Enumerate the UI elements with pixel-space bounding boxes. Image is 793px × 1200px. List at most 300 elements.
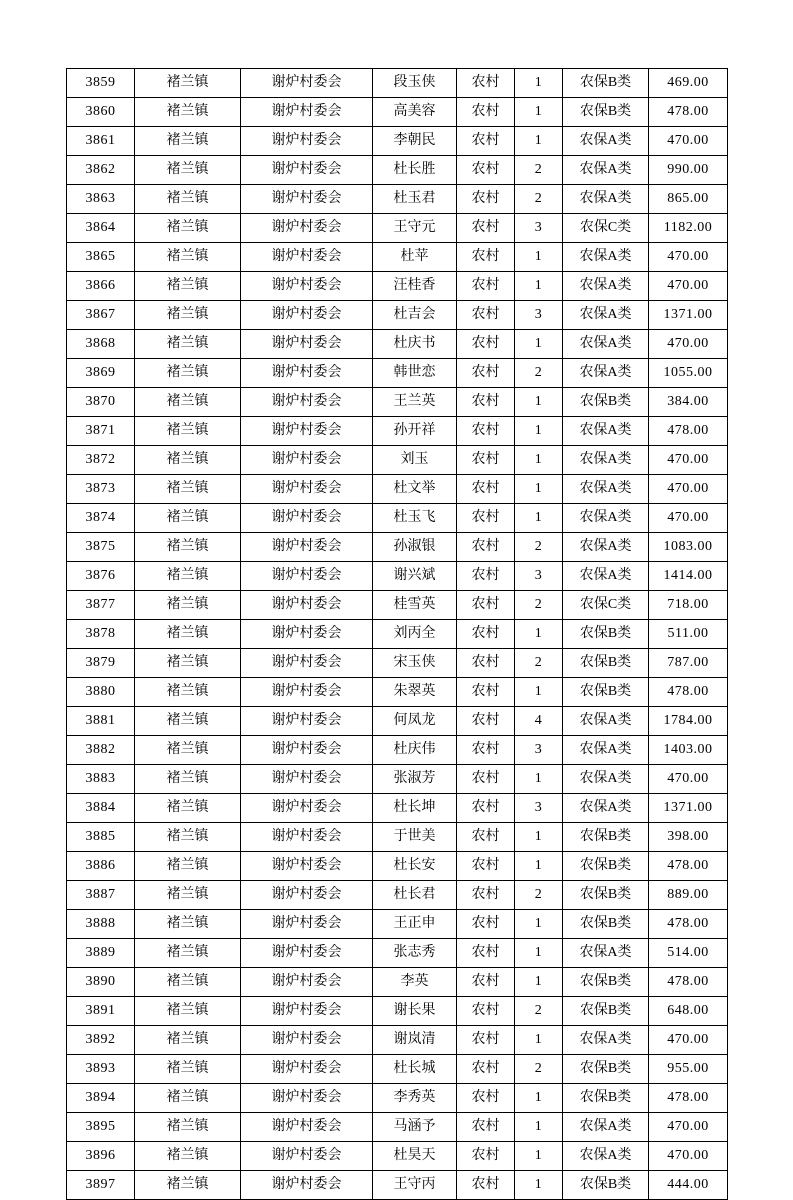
cell-person-count: 2 bbox=[515, 649, 563, 678]
cell-category: 农保B类 bbox=[563, 881, 649, 910]
cell-category: 农保B类 bbox=[563, 620, 649, 649]
cell-household-type: 农村 bbox=[457, 823, 515, 852]
cell-village: 谢炉村委会 bbox=[241, 301, 373, 330]
cell-id: 3895 bbox=[67, 1113, 135, 1142]
cell-category: 农保A类 bbox=[563, 765, 649, 794]
cell-household-type: 农村 bbox=[457, 330, 515, 359]
cell-id: 3870 bbox=[67, 388, 135, 417]
table-row bbox=[67, 475, 728, 504]
cell-village: 谢炉村委会 bbox=[241, 388, 373, 417]
cell-category: 农保B类 bbox=[563, 1055, 649, 1084]
cell-person-count: 2 bbox=[515, 185, 563, 214]
cell-village: 谢炉村委会 bbox=[241, 678, 373, 707]
cell-town: 褚兰镇 bbox=[135, 243, 241, 272]
cell-name: 李英 bbox=[373, 968, 457, 997]
cell-id: 3896 bbox=[67, 1142, 135, 1171]
cell-person-count: 3 bbox=[515, 214, 563, 243]
cell-town: 褚兰镇 bbox=[135, 533, 241, 562]
cell-id: 3860 bbox=[67, 98, 135, 127]
cell-id: 3876 bbox=[67, 562, 135, 591]
cell-person-count: 3 bbox=[515, 736, 563, 765]
cell-village: 谢炉村委会 bbox=[241, 794, 373, 823]
cell-category: 农保B类 bbox=[563, 910, 649, 939]
table-row bbox=[67, 968, 728, 997]
cell-id: 3874 bbox=[67, 504, 135, 533]
beneficiary-table bbox=[66, 68, 728, 1200]
table-row bbox=[67, 446, 728, 475]
cell-amount: 470.00 bbox=[649, 243, 728, 272]
table-row bbox=[67, 678, 728, 707]
cell-household-type: 农村 bbox=[457, 127, 515, 156]
table-row bbox=[67, 620, 728, 649]
cell-amount: 470.00 bbox=[649, 127, 728, 156]
cell-town: 褚兰镇 bbox=[135, 1026, 241, 1055]
cell-household-type: 农村 bbox=[457, 156, 515, 185]
cell-amount: 470.00 bbox=[649, 475, 728, 504]
cell-id: 3892 bbox=[67, 1026, 135, 1055]
cell-village: 谢炉村委会 bbox=[241, 359, 373, 388]
table-row bbox=[67, 388, 728, 417]
cell-town: 褚兰镇 bbox=[135, 388, 241, 417]
cell-id: 3882 bbox=[67, 736, 135, 765]
cell-village: 谢炉村委会 bbox=[241, 185, 373, 214]
cell-town: 褚兰镇 bbox=[135, 214, 241, 243]
cell-town: 褚兰镇 bbox=[135, 997, 241, 1026]
cell-person-count: 1 bbox=[515, 243, 563, 272]
cell-village: 谢炉村委会 bbox=[241, 1171, 373, 1200]
table-row bbox=[67, 156, 728, 185]
cell-name: 马涵予 bbox=[373, 1113, 457, 1142]
cell-household-type: 农村 bbox=[457, 881, 515, 910]
cell-household-type: 农村 bbox=[457, 997, 515, 1026]
cell-village: 谢炉村委会 bbox=[241, 881, 373, 910]
cell-amount: 648.00 bbox=[649, 997, 728, 1026]
cell-town: 褚兰镇 bbox=[135, 1171, 241, 1200]
cell-household-type: 农村 bbox=[457, 620, 515, 649]
cell-person-count: 1 bbox=[515, 272, 563, 301]
cell-town: 褚兰镇 bbox=[135, 852, 241, 881]
cell-person-count: 2 bbox=[515, 881, 563, 910]
cell-household-type: 农村 bbox=[457, 562, 515, 591]
cell-household-type: 农村 bbox=[457, 852, 515, 881]
cell-person-count: 2 bbox=[515, 591, 563, 620]
cell-household-type: 农村 bbox=[457, 765, 515, 794]
cell-town: 褚兰镇 bbox=[135, 1055, 241, 1084]
cell-name: 宋玉侠 bbox=[373, 649, 457, 678]
cell-village: 谢炉村委会 bbox=[241, 591, 373, 620]
cell-person-count: 1 bbox=[515, 910, 563, 939]
cell-village: 谢炉村委会 bbox=[241, 765, 373, 794]
cell-amount: 470.00 bbox=[649, 272, 728, 301]
cell-village: 谢炉村委会 bbox=[241, 127, 373, 156]
cell-person-count: 1 bbox=[515, 446, 563, 475]
cell-name: 李秀英 bbox=[373, 1084, 457, 1113]
cell-household-type: 农村 bbox=[457, 243, 515, 272]
cell-name: 杜玉君 bbox=[373, 185, 457, 214]
cell-amount: 398.00 bbox=[649, 823, 728, 852]
cell-id: 3897 bbox=[67, 1171, 135, 1200]
cell-village: 谢炉村委会 bbox=[241, 475, 373, 504]
cell-amount: 478.00 bbox=[649, 678, 728, 707]
cell-amount: 478.00 bbox=[649, 417, 728, 446]
cell-name: 杜长君 bbox=[373, 881, 457, 910]
cell-village: 谢炉村委会 bbox=[241, 446, 373, 475]
cell-household-type: 农村 bbox=[457, 1142, 515, 1171]
table-row bbox=[67, 794, 728, 823]
cell-person-count: 2 bbox=[515, 997, 563, 1026]
cell-name: 王正申 bbox=[373, 910, 457, 939]
cell-town: 褚兰镇 bbox=[135, 156, 241, 185]
cell-amount: 470.00 bbox=[649, 1113, 728, 1142]
cell-person-count: 1 bbox=[515, 765, 563, 794]
cell-person-count: 2 bbox=[515, 533, 563, 562]
cell-town: 褚兰镇 bbox=[135, 649, 241, 678]
cell-amount: 511.00 bbox=[649, 620, 728, 649]
cell-id: 3865 bbox=[67, 243, 135, 272]
cell-name: 杜文举 bbox=[373, 475, 457, 504]
cell-name: 王守元 bbox=[373, 214, 457, 243]
cell-amount: 470.00 bbox=[649, 1142, 728, 1171]
cell-name: 杜庆伟 bbox=[373, 736, 457, 765]
table-row bbox=[67, 591, 728, 620]
cell-household-type: 农村 bbox=[457, 1084, 515, 1113]
cell-category: 农保A类 bbox=[563, 1026, 649, 1055]
cell-household-type: 农村 bbox=[457, 591, 515, 620]
cell-name: 王守丙 bbox=[373, 1171, 457, 1200]
table-row bbox=[67, 852, 728, 881]
table-row bbox=[67, 127, 728, 156]
cell-category: 农保B类 bbox=[563, 98, 649, 127]
cell-amount: 1403.00 bbox=[649, 736, 728, 765]
cell-town: 褚兰镇 bbox=[135, 794, 241, 823]
cell-village: 谢炉村委会 bbox=[241, 562, 373, 591]
cell-id: 3894 bbox=[67, 1084, 135, 1113]
cell-name: 刘丙全 bbox=[373, 620, 457, 649]
cell-name: 汪桂香 bbox=[373, 272, 457, 301]
table-row bbox=[67, 1084, 728, 1113]
cell-household-type: 农村 bbox=[457, 446, 515, 475]
cell-person-count: 1 bbox=[515, 852, 563, 881]
cell-name: 段玉侠 bbox=[373, 69, 457, 98]
cell-amount: 478.00 bbox=[649, 910, 728, 939]
table-row bbox=[67, 910, 728, 939]
cell-amount: 955.00 bbox=[649, 1055, 728, 1084]
cell-person-count: 1 bbox=[515, 1113, 563, 1142]
cell-household-type: 农村 bbox=[457, 185, 515, 214]
cell-town: 褚兰镇 bbox=[135, 272, 241, 301]
cell-person-count: 1 bbox=[515, 939, 563, 968]
cell-category: 农保A类 bbox=[563, 446, 649, 475]
cell-person-count: 2 bbox=[515, 1055, 563, 1084]
cell-category: 农保B类 bbox=[563, 968, 649, 997]
cell-town: 褚兰镇 bbox=[135, 1084, 241, 1113]
cell-id: 3871 bbox=[67, 417, 135, 446]
cell-name: 杜昊天 bbox=[373, 1142, 457, 1171]
cell-category: 农保B类 bbox=[563, 852, 649, 881]
table-row bbox=[67, 1055, 728, 1084]
cell-id: 3888 bbox=[67, 910, 135, 939]
cell-village: 谢炉村委会 bbox=[241, 620, 373, 649]
cell-person-count: 1 bbox=[515, 968, 563, 997]
table-row bbox=[67, 533, 728, 562]
cell-amount: 478.00 bbox=[649, 968, 728, 997]
cell-household-type: 农村 bbox=[457, 272, 515, 301]
cell-town: 褚兰镇 bbox=[135, 678, 241, 707]
cell-person-count: 2 bbox=[515, 359, 563, 388]
cell-amount: 990.00 bbox=[649, 156, 728, 185]
cell-person-count: 1 bbox=[515, 127, 563, 156]
cell-person-count: 1 bbox=[515, 678, 563, 707]
cell-amount: 470.00 bbox=[649, 1026, 728, 1055]
cell-id: 3879 bbox=[67, 649, 135, 678]
cell-category: 农保A类 bbox=[563, 359, 649, 388]
cell-name: 杜长安 bbox=[373, 852, 457, 881]
cell-household-type: 农村 bbox=[457, 533, 515, 562]
cell-amount: 1371.00 bbox=[649, 794, 728, 823]
cell-household-type: 农村 bbox=[457, 417, 515, 446]
cell-amount: 478.00 bbox=[649, 1084, 728, 1113]
cell-id: 3869 bbox=[67, 359, 135, 388]
cell-name: 杜长城 bbox=[373, 1055, 457, 1084]
cell-id: 3859 bbox=[67, 69, 135, 98]
cell-category: 农保B类 bbox=[563, 678, 649, 707]
cell-amount: 1083.00 bbox=[649, 533, 728, 562]
cell-person-count: 3 bbox=[515, 301, 563, 330]
cell-category: 农保A类 bbox=[563, 504, 649, 533]
cell-category: 农保A类 bbox=[563, 533, 649, 562]
cell-name: 王兰英 bbox=[373, 388, 457, 417]
cell-village: 谢炉村委会 bbox=[241, 533, 373, 562]
cell-village: 谢炉村委会 bbox=[241, 214, 373, 243]
cell-id: 3880 bbox=[67, 678, 135, 707]
cell-id: 3868 bbox=[67, 330, 135, 359]
table-row bbox=[67, 214, 728, 243]
cell-name: 孙开祥 bbox=[373, 417, 457, 446]
cell-household-type: 农村 bbox=[457, 475, 515, 504]
cell-category: 农保B类 bbox=[563, 649, 649, 678]
cell-category: 农保A类 bbox=[563, 1113, 649, 1142]
cell-id: 3889 bbox=[67, 939, 135, 968]
cell-person-count: 1 bbox=[515, 475, 563, 504]
cell-id: 3878 bbox=[67, 620, 135, 649]
cell-town: 褚兰镇 bbox=[135, 736, 241, 765]
cell-household-type: 农村 bbox=[457, 1026, 515, 1055]
cell-category: 农保A类 bbox=[563, 794, 649, 823]
cell-name: 杜长坤 bbox=[373, 794, 457, 823]
cell-town: 褚兰镇 bbox=[135, 939, 241, 968]
table-row bbox=[67, 939, 728, 968]
cell-amount: 1055.00 bbox=[649, 359, 728, 388]
table-row bbox=[67, 562, 728, 591]
cell-household-type: 农村 bbox=[457, 388, 515, 417]
cell-village: 谢炉村委会 bbox=[241, 707, 373, 736]
table-row bbox=[67, 1142, 728, 1171]
cell-name: 谢岚清 bbox=[373, 1026, 457, 1055]
cell-person-count: 1 bbox=[515, 1171, 563, 1200]
cell-name: 张志秀 bbox=[373, 939, 457, 968]
cell-town: 褚兰镇 bbox=[135, 881, 241, 910]
table-row bbox=[67, 997, 728, 1026]
cell-household-type: 农村 bbox=[457, 910, 515, 939]
cell-person-count: 3 bbox=[515, 794, 563, 823]
cell-amount: 469.00 bbox=[649, 69, 728, 98]
cell-name: 杜苹 bbox=[373, 243, 457, 272]
table-row bbox=[67, 69, 728, 98]
cell-amount: 470.00 bbox=[649, 765, 728, 794]
cell-id: 3875 bbox=[67, 533, 135, 562]
cell-household-type: 农村 bbox=[457, 794, 515, 823]
cell-category: 农保A类 bbox=[563, 272, 649, 301]
cell-name: 谢长果 bbox=[373, 997, 457, 1026]
table-row bbox=[67, 765, 728, 794]
cell-category: 农保A类 bbox=[563, 417, 649, 446]
table-row bbox=[67, 98, 728, 127]
table-row bbox=[67, 707, 728, 736]
table-row bbox=[67, 736, 728, 765]
cell-id: 3872 bbox=[67, 446, 135, 475]
cell-village: 谢炉村委会 bbox=[241, 69, 373, 98]
cell-town: 褚兰镇 bbox=[135, 127, 241, 156]
table-row bbox=[67, 1171, 728, 1200]
cell-category: 农保A类 bbox=[563, 156, 649, 185]
cell-name: 韩世恋 bbox=[373, 359, 457, 388]
cell-household-type: 农村 bbox=[457, 98, 515, 127]
cell-town: 褚兰镇 bbox=[135, 562, 241, 591]
cell-village: 谢炉村委会 bbox=[241, 1026, 373, 1055]
cell-village: 谢炉村委会 bbox=[241, 1084, 373, 1113]
cell-town: 褚兰镇 bbox=[135, 446, 241, 475]
cell-category: 农保A类 bbox=[563, 301, 649, 330]
cell-household-type: 农村 bbox=[457, 301, 515, 330]
cell-id: 3867 bbox=[67, 301, 135, 330]
cell-town: 褚兰镇 bbox=[135, 707, 241, 736]
cell-town: 褚兰镇 bbox=[135, 330, 241, 359]
cell-id: 3861 bbox=[67, 127, 135, 156]
cell-town: 褚兰镇 bbox=[135, 620, 241, 649]
cell-person-count: 1 bbox=[515, 1142, 563, 1171]
cell-category: 农保B类 bbox=[563, 1084, 649, 1113]
cell-id: 3863 bbox=[67, 185, 135, 214]
table-row bbox=[67, 243, 728, 272]
cell-id: 3864 bbox=[67, 214, 135, 243]
table-body bbox=[67, 69, 728, 1200]
cell-id: 3881 bbox=[67, 707, 135, 736]
cell-person-count: 4 bbox=[515, 707, 563, 736]
cell-household-type: 农村 bbox=[457, 1171, 515, 1200]
cell-amount: 470.00 bbox=[649, 504, 728, 533]
cell-amount: 478.00 bbox=[649, 98, 728, 127]
cell-category: 农保A类 bbox=[563, 330, 649, 359]
table-row bbox=[67, 504, 728, 533]
cell-town: 褚兰镇 bbox=[135, 504, 241, 533]
cell-category: 农保B类 bbox=[563, 823, 649, 852]
cell-category: 农保C类 bbox=[563, 214, 649, 243]
cell-household-type: 农村 bbox=[457, 214, 515, 243]
cell-village: 谢炉村委会 bbox=[241, 417, 373, 446]
cell-town: 褚兰镇 bbox=[135, 765, 241, 794]
cell-household-type: 农村 bbox=[457, 1055, 515, 1084]
cell-amount: 1784.00 bbox=[649, 707, 728, 736]
cell-person-count: 1 bbox=[515, 1026, 563, 1055]
cell-amount: 478.00 bbox=[649, 852, 728, 881]
cell-town: 褚兰镇 bbox=[135, 301, 241, 330]
cell-household-type: 农村 bbox=[457, 736, 515, 765]
cell-name: 杜长胜 bbox=[373, 156, 457, 185]
cell-id: 3885 bbox=[67, 823, 135, 852]
cell-town: 褚兰镇 bbox=[135, 475, 241, 504]
cell-category: 农保A类 bbox=[563, 707, 649, 736]
cell-village: 谢炉村委会 bbox=[241, 1055, 373, 1084]
cell-town: 褚兰镇 bbox=[135, 591, 241, 620]
cell-household-type: 农村 bbox=[457, 678, 515, 707]
cell-village: 谢炉村委会 bbox=[241, 649, 373, 678]
cell-town: 褚兰镇 bbox=[135, 359, 241, 388]
table-row bbox=[67, 417, 728, 446]
cell-name: 谢兴斌 bbox=[373, 562, 457, 591]
cell-household-type: 农村 bbox=[457, 968, 515, 997]
cell-amount: 470.00 bbox=[649, 330, 728, 359]
cell-name: 杜吉会 bbox=[373, 301, 457, 330]
cell-village: 谢炉村委会 bbox=[241, 852, 373, 881]
cell-name: 张淑芳 bbox=[373, 765, 457, 794]
cell-category: 农保A类 bbox=[563, 562, 649, 591]
cell-person-count: 1 bbox=[515, 504, 563, 533]
cell-town: 褚兰镇 bbox=[135, 185, 241, 214]
cell-village: 谢炉村委会 bbox=[241, 997, 373, 1026]
cell-village: 谢炉村委会 bbox=[241, 1113, 373, 1142]
cell-amount: 1371.00 bbox=[649, 301, 728, 330]
cell-household-type: 农村 bbox=[457, 69, 515, 98]
cell-amount: 470.00 bbox=[649, 446, 728, 475]
cell-category: 农保B类 bbox=[563, 69, 649, 98]
cell-person-count: 2 bbox=[515, 156, 563, 185]
cell-village: 谢炉村委会 bbox=[241, 504, 373, 533]
cell-village: 谢炉村委会 bbox=[241, 736, 373, 765]
cell-town: 褚兰镇 bbox=[135, 910, 241, 939]
cell-name: 孙淑银 bbox=[373, 533, 457, 562]
cell-name: 刘玉 bbox=[373, 446, 457, 475]
cell-id: 3866 bbox=[67, 272, 135, 301]
cell-name: 高美容 bbox=[373, 98, 457, 127]
cell-amount: 1182.00 bbox=[649, 214, 728, 243]
cell-name: 何凤龙 bbox=[373, 707, 457, 736]
cell-village: 谢炉村委会 bbox=[241, 330, 373, 359]
table-row bbox=[67, 1113, 728, 1142]
cell-town: 褚兰镇 bbox=[135, 69, 241, 98]
cell-village: 谢炉村委会 bbox=[241, 156, 373, 185]
cell-person-count: 3 bbox=[515, 562, 563, 591]
cell-person-count: 1 bbox=[515, 823, 563, 852]
cell-village: 谢炉村委会 bbox=[241, 823, 373, 852]
cell-village: 谢炉村委会 bbox=[241, 968, 373, 997]
table-row bbox=[67, 1026, 728, 1055]
cell-category: 农保A类 bbox=[563, 736, 649, 765]
cell-village: 谢炉村委会 bbox=[241, 98, 373, 127]
table-row bbox=[67, 359, 728, 388]
cell-name: 桂雪英 bbox=[373, 591, 457, 620]
cell-household-type: 农村 bbox=[457, 504, 515, 533]
cell-amount: 444.00 bbox=[649, 1171, 728, 1200]
cell-name: 李朝民 bbox=[373, 127, 457, 156]
table-row bbox=[67, 881, 728, 910]
cell-id: 3887 bbox=[67, 881, 135, 910]
cell-village: 谢炉村委会 bbox=[241, 272, 373, 301]
table-row bbox=[67, 823, 728, 852]
cell-town: 褚兰镇 bbox=[135, 968, 241, 997]
cell-household-type: 农村 bbox=[457, 939, 515, 968]
cell-village: 谢炉村委会 bbox=[241, 910, 373, 939]
cell-person-count: 1 bbox=[515, 98, 563, 127]
